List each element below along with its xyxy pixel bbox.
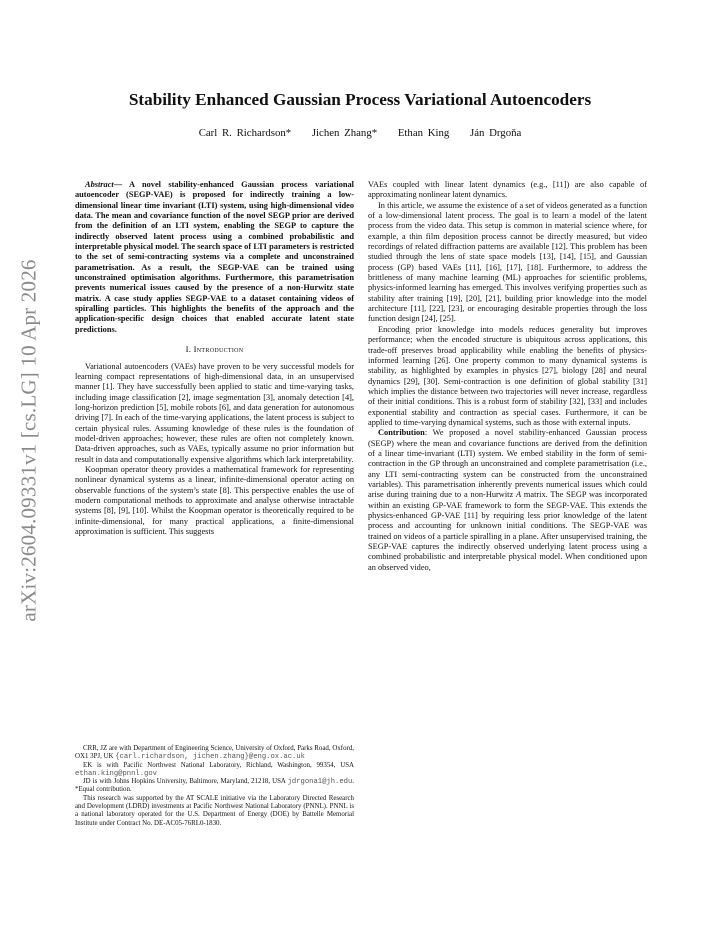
footnote-text: CRR, JZ are with Department of Engineering Science, University of Oxford, Parks Road, Oxford, OX1 3PJ, UK	[75, 745, 354, 761]
author-2: Jichen Zhang*	[311, 127, 378, 139]
intro-paragraph-2: Koopman operator theory provides a mathematical framework for representing nonlinear dynamical systems as a linear, infinite-dimensional operator acting on observable functions of the system’s state [8]. This perspective enables the use of modern computational methods to approximate and analyse otherwise intractable systems [8], [9], [10]. Whilst the Koopman operator is theoretically required to be infinite-dimensional, for many practical applications, a finite-dimensional approximation is sufficient. This suggests	[75, 464, 354, 536]
footnotes	[75, 745, 354, 828]
footnote-text: JD is with Johns Hopkins University, Baltimore, Maryland, 21218, USA	[83, 778, 288, 786]
author-list	[60, 127, 660, 139]
contribution-text-b: matrix. The SEGP was incorporated within an existing GP-VAE framework to form the SEGP-VAE. This extends the physics-enhanced GP-VAE [11] by requiring less prior knowledge of the latent process and accounting for unknown initial conditions. The SEGP-VAE was trained on videos of a particle spiralling in a plane. After unsupervised training, the SEGP-VAE captures the indirectly observed underlying latent process using a combined probabilistic and interpretable physical model. When conditioned upon an observed video,	[368, 490, 647, 572]
intro-paragraph-3: VAEs coupled with linear latent dynamics (e.g., [11]) are also capable of approximating nonlinear latent dynamics.	[368, 180, 647, 200]
paper-title: Stability Enhanced Gaussian Process Variational Autoencoders	[128, 90, 592, 109]
arxiv-identifier-text: arXiv:2604.09331v1 [cs.LG] 10 Apr 2026	[16, 258, 41, 622]
abstract	[75, 180, 354, 335]
email-link[interactable]: ethan.king@pnnl.gov	[75, 769, 157, 778]
author-3: Ethan King	[397, 127, 450, 139]
email-link[interactable]: jdrgona1@jh.edu	[287, 778, 353, 787]
matrix-symbol: A	[515, 490, 522, 500]
abstract-label: Abstract	[85, 180, 114, 189]
intro-paragraph-1: Variational autoencoders (VAEs) have proven to be very successful models for learning compact representations of high-dimensional data, in an unsupervised manner [1]. They have successfully been applied to static and time-varying tasks, including image classification [2], image segmentation [3], anomaly detection [4], long-horizon prediction [5], mobile robots [6], and data generation for autonomous driving [7]. In each of the time-varying applications, the latent process is subject to certain physical rules. Assuming knowledge of these rules is the foundation of model-driven approaches; however, these rules are often not completely known. Data-driven approaches, such as VAEs, typically assume no prior information but result in data and computationally expensive algorithms which lack interpretability.	[75, 361, 354, 464]
intro-paragraph-5: Encoding prior knowledge into models reduces generality but improves performance; when the encoded structure is ubiquitous across applications, this trade-off preserves broad applicability while enabling the benefits of physics-informed learning [26]. One property common to many dynamical systems is stability, as highlighted by examples in physics [27], biology [28] and neural dynamics [29], [30]. Semi-contraction is one definition of global stability [31] which implies the distance between two trajectories will never increase, regardless of their initial conditions. This is a robust form of stability [32], [33] and includes exponential stability and contraction as special cases. Furthermore, it can be applied to time-varying dynamical systems, such as those with external inputs.	[368, 324, 647, 427]
arxiv-identifier-stamp	[12, 205, 46, 675]
footnote-affiliation-3	[75, 778, 354, 795]
footnote-text: EK is with Pacific Northwest National Laboratory, Richland, Washington, 99354, USA	[83, 761, 354, 769]
author-4: Ján Drgoňa	[470, 127, 522, 139]
footnote-affiliation-1	[75, 745, 354, 762]
contribution-paragraph	[368, 428, 647, 573]
footnote-funding: This research was supported by the AT SCALE initiative via the Laboratory Directed Research and Development (LDRD) investments at Pacific Northwest National Laboratory (PNNL). PNNL is a national laboratory operated for the U.S. Department of Energy (DOE) by Battelle Memorial Institute under Contract No. DE-AC05-76RL0-1830.	[75, 794, 354, 827]
section-number: I.	[185, 344, 192, 355]
section-title: Introduction	[193, 344, 244, 355]
contribution-label: Contribution	[378, 428, 425, 438]
footnote-text: . *Equal contribution.	[75, 778, 354, 794]
footnote-affiliation-2	[75, 762, 354, 779]
contribution-text-a: : We proposed a novel stability-enhanced Gaussian process (SEGP) where the mean and covariance functions are derived from the definition of a linear time-invariant (LTI) system. We embed stability in the form of semi-contraction in the GP through an unconstrained and complete parametrisation (i.e., any LTI semi-contracting system can be constructed from the unconstrained variables). This parametrisation inherently prevents numerical issues which could arise during training due to a non-Hurwitz	[368, 428, 647, 500]
author-1: Carl R. Richardson*	[198, 127, 292, 139]
intro-paragraph-4: In this article, we assume the existence of a set of videos generated as a function of a low-dimensional latent process. The goal is to learn a model of the latent process from the video data. This setup is common in material science where, for example, a thin film deposition process cannot be directly measured, but video recordings of related diffraction patterns are available [12]. This problem has been studied through the lens of state space models [13], [14], [15], and Gaussian process (GP) based VAEs [11], [16], [17], [18]. Furthermore, to address the brittleness of many machine learning (ML) approaches for scientific problems, physics-informed learning has emerged. This involves verifying properties such as stability after training [19], [20], [21], building prior knowledge into the model architecture [11], [22], [23], or encouraging desirable properties through the loss function design [24], [25].	[368, 200, 647, 324]
section-heading	[75, 344, 354, 354]
abstract-text: — A novel stability-enhanced Gaussian process variational autoencoder (SEGP-VAE) is proposed for indirectly training a low-dimensional linear time invariant (LTI) system, using high-dimensional video data. The mean and covariance function of the novel SEGP prior are derived from the definition of an LTI system, enabling the SEGP to capture the indirectly observed latent process using a combined probabilistic and interpretable physical model. The search space of LTI parameters is restricted to the set of semi-contracting systems via a complete and unconstrained parametrisation. As a result, the SEGP-VAE can be trained using unconstrained optimisation algorithms. Furthermore, this parametrisation prevents numerical issues caused by the presence of a non-Hurwitz state matrix. A case study applies SEGP-VAE to a dataset containing videos of spiralling particles. This highlights the benefits of the approach and the application-specific design choices that enabled accurate latent state predictions.	[75, 180, 354, 334]
left-column	[75, 180, 354, 537]
right-column	[368, 180, 647, 573]
email-link[interactable]: {carl.richardson, jichen.zhang}@eng.ox.ac.uk	[115, 753, 305, 762]
